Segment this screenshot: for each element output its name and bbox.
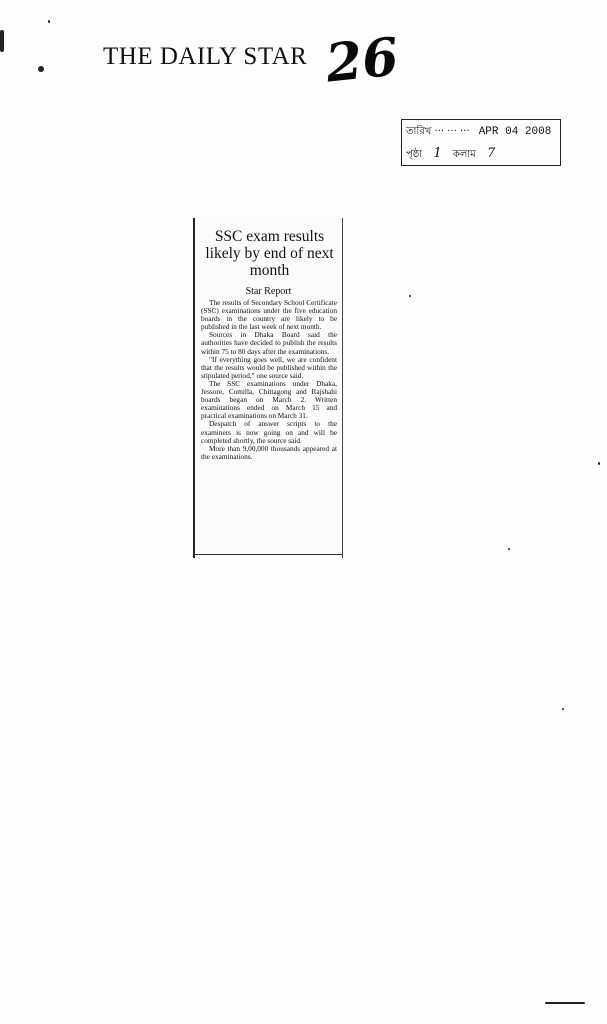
article-paragraph: Despatch of answer scripts to the examiners is now going on and will be completed shortly, the source said.: [201, 419, 337, 445]
scan-speck: [562, 708, 564, 710]
archive-stamp: তারিখ ··· ··· ··· APR 04 2008 পৃষ্ঠা 1 কলাম 7: [401, 119, 561, 166]
stamp-column-value: 7: [486, 146, 496, 161]
article-headline: SSC exam results likely by end of next month: [205, 228, 334, 279]
newspaper-clipping: [193, 218, 343, 558]
stamp-column-label: কলাম: [452, 149, 476, 160]
article-paragraph: "If everything goes well, we are confident that the results would be published within the stipulated period," one source said.: [201, 354, 337, 380]
stamp-page-label: পৃষ্ঠা: [406, 149, 423, 160]
clipping-bottom-rule: [193, 554, 343, 555]
scan-speck: [508, 548, 510, 550]
article-body: [201, 299, 337, 461]
stamp-date-value: APR 04 2008: [478, 126, 552, 138]
article-paragraph: The results of Secondary School Certificate (SSC) examinations under the five education boards in the country are likely to be published in the last week of next month.: [201, 298, 337, 332]
stamp-date-label: তারিখ: [406, 126, 432, 137]
article-paragraph: The SSC examinations under Dhaka, Jessore, Comilla, Chittagong and Rajshahi boards began on March 2. Written examinations ended on March 15 and practical examinations on March 31.: [201, 378, 337, 421]
scan-speck: [409, 295, 411, 297]
article-paragraph: Sources in Dhaka Board said the authorities have decided to publish the results within 75 to 80 days after the examinations.: [201, 330, 337, 356]
article-byline: Star Report: [245, 286, 292, 297]
scan-speck: [48, 20, 50, 23]
scan-speck: [38, 66, 44, 72]
stamp-page-value: 1: [433, 146, 442, 161]
scan-speck: [598, 462, 600, 465]
masthead-title: THE DAILY STAR: [103, 43, 308, 70]
handwritten-page-number: 26: [323, 26, 402, 95]
scan-speck: [0, 30, 4, 52]
article-paragraph: More than 9,00,000 thousands appeared at the examinations.: [201, 443, 337, 461]
scan-speck: [545, 1002, 585, 1004]
